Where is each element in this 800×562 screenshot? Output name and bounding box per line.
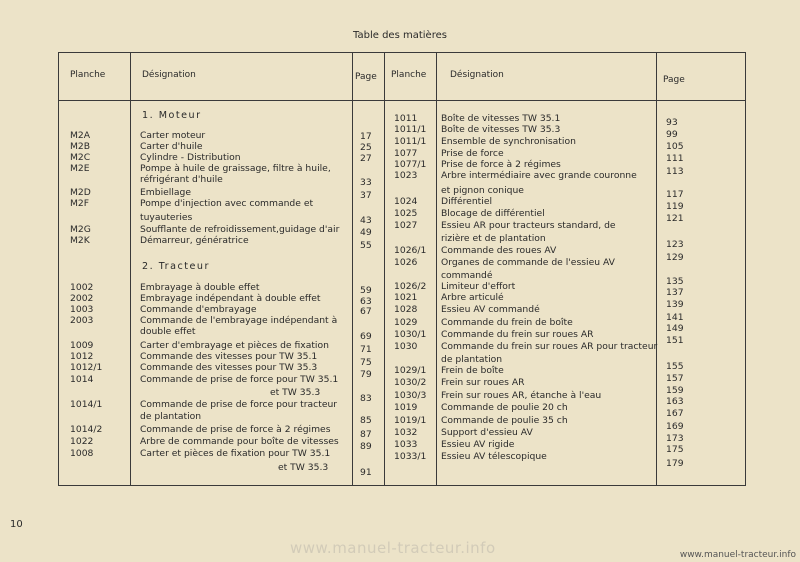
toc-designation: Commande du frein sur roues AR [441, 329, 594, 340]
toc-designation: commandé [441, 270, 493, 281]
toc-page: 159 [666, 385, 684, 396]
toc-page: 179 [666, 458, 684, 469]
toc-designation: Embrayage à double effet [140, 282, 260, 293]
toc-planche: 1032 [394, 427, 418, 438]
header-left-planche: Planche [70, 70, 106, 80]
toc-planche: 1025 [394, 208, 418, 219]
toc-page: 33 [360, 177, 372, 188]
toc-designation: Essieu AV télescopique [441, 451, 547, 462]
toc-planche: 1030 [394, 341, 418, 352]
toc-designation: Démarreur, génératrice [140, 235, 249, 246]
toc-planche: 1077 [394, 148, 418, 159]
toc-page: 105 [666, 141, 684, 152]
column-divider [352, 52, 353, 486]
toc-planche: M2K [70, 235, 90, 246]
toc-page: 63 [360, 296, 372, 307]
page-title: Table des matières [353, 30, 447, 41]
toc-designation: rizière et de plantation [441, 233, 546, 244]
toc-page: 175 [666, 444, 684, 455]
toc-page: 89 [360, 441, 372, 452]
toc-planche: 1012 [70, 351, 94, 362]
toc-designation: Commande des vitesses pour TW 35.3 [140, 362, 318, 373]
toc-planche: 1003 [70, 304, 94, 315]
toc-planche: 1002 [70, 282, 94, 293]
toc-designation: Carter d'huile [140, 141, 203, 152]
toc-planche: 2003 [70, 315, 94, 326]
toc-page: 67 [360, 306, 372, 317]
toc-designation: Prise de force [441, 148, 504, 159]
toc-planche: 1014 [70, 374, 94, 385]
toc-designation: Arbre articulé [441, 292, 504, 303]
toc-planche: 1027 [394, 220, 418, 231]
toc-designation: Frein de boîte [441, 365, 504, 376]
toc-designation: de plantation [140, 411, 202, 422]
toc-planche: 1077/1 [394, 159, 427, 170]
header-left-designation: Désignation [142, 70, 196, 80]
toc-designation: réfrigérant d'huile [140, 174, 223, 185]
toc-planche: 1026/2 [394, 281, 427, 292]
toc-page: 141 [666, 312, 684, 323]
toc-designation: Essieu AV commandé [441, 304, 540, 315]
toc-page: 139 [666, 299, 684, 310]
watermark-small: www.manuel-tracteur.info [679, 550, 796, 560]
toc-page: 155 [666, 361, 684, 372]
toc-page: 59 [360, 285, 372, 296]
toc-planche: 1029/1 [394, 365, 427, 376]
toc-page: 173 [666, 433, 684, 444]
column-divider [130, 52, 131, 486]
toc-page: 121 [666, 213, 684, 224]
toc-designation: Commande du frein de boîte [441, 317, 573, 328]
toc-planche: 1021 [394, 292, 418, 303]
toc-designation: Organes de commande de l'essieu AV [441, 257, 615, 268]
toc-page: 79 [360, 369, 372, 380]
toc-designation: et pignon conique [441, 185, 524, 196]
toc-planche: M2B [70, 141, 91, 152]
header-right-designation: Désignation [450, 70, 504, 80]
toc-designation: Essieu AV rigide [441, 439, 515, 450]
toc-designation: Commande de poulie 35 ch [441, 415, 568, 426]
toc-page: 151 [666, 335, 684, 346]
toc-designation: et TW 35.3 [278, 462, 329, 473]
toc-page: 123 [666, 239, 684, 250]
toc-designation: Cylindre - Distribution [140, 152, 241, 163]
toc-planche: 1026 [394, 257, 418, 268]
toc-page: 119 [666, 201, 684, 212]
toc-page: 129 [666, 252, 684, 263]
toc-designation: et TW 35.3 [270, 387, 321, 398]
toc-page: 113 [666, 166, 684, 177]
toc-planche: M2C [70, 152, 91, 163]
toc-page: 117 [666, 189, 684, 200]
toc-planche: 1029 [394, 317, 418, 328]
toc-planche: M2E [70, 163, 90, 174]
toc-page: 135 [666, 276, 684, 287]
toc-designation: de plantation [441, 354, 503, 365]
toc-page: 167 [666, 408, 684, 419]
toc-planche: 1030/1 [394, 329, 427, 340]
toc-planche: 1028 [394, 304, 418, 315]
toc-planche: 1019/1 [394, 415, 427, 426]
toc-designation: Prise de force à 2 régimes [441, 159, 561, 170]
column-divider [436, 52, 437, 486]
toc-page: 111 [666, 153, 684, 164]
toc-designation: Soufflante de refroidissement,guidage d'air [140, 224, 340, 235]
toc-designation: Boîte de vitesses TW 35.1 [441, 113, 561, 124]
toc-planche: M2F [70, 198, 90, 209]
page-number: 10 [10, 519, 23, 530]
toc-designation: Blocage de différentiel [441, 208, 545, 219]
toc-page: 137 [666, 287, 684, 298]
column-divider [384, 52, 385, 486]
toc-page: 37 [360, 190, 372, 201]
toc-designation: Embiellage [140, 187, 192, 198]
toc-planche: M2G [70, 224, 91, 235]
toc-designation: Frein sur roues AR, étanche à l'eau [441, 390, 602, 401]
toc-designation: Pompe d'injection avec commande et [140, 198, 314, 209]
toc-designation: Commande des roues AV [441, 245, 557, 256]
toc-page: 69 [360, 331, 372, 342]
section-heading: 1. Moteur [142, 110, 202, 121]
toc-designation: Commande des vitesses pour TW 35.1 [140, 351, 318, 362]
toc-designation: Limiteur d'effort [441, 281, 516, 292]
toc-designation: Carter moteur [140, 130, 206, 141]
toc-planche: 1011/1 [394, 124, 427, 135]
toc-designation: Carter et pièces de fixation pour TW 35.1 [140, 448, 331, 459]
toc-planche: 1026/1 [394, 245, 427, 256]
toc-planche: 1012/1 [70, 362, 103, 373]
toc-page: 27 [360, 153, 372, 164]
toc-designation: double effet [140, 326, 196, 337]
toc-designation: Arbre de commande pour boîte de vitesses [140, 436, 339, 447]
toc-page: 25 [360, 142, 372, 153]
toc-planche: 1009 [70, 340, 94, 351]
toc-page: 99 [666, 129, 678, 140]
toc-planche: 1019 [394, 402, 418, 413]
toc-designation: Commande de prise de force pour tracteur [140, 399, 338, 410]
toc-designation: Support d'essieu AV [441, 427, 533, 438]
toc-page: 149 [666, 323, 684, 334]
toc-designation: Essieu AR pour tracteurs standard, de [441, 220, 616, 231]
toc-designation: Frein sur roues AR [441, 377, 525, 388]
toc-designation: Carter d'embrayage et pièces de fixation [140, 340, 329, 351]
toc-page: 85 [360, 415, 372, 426]
toc-planche: 1014/1 [70, 399, 103, 410]
toc-designation: Commande de prise de force à 2 régimes [140, 424, 331, 435]
toc-page: 163 [666, 396, 684, 407]
toc-page: 87 [360, 429, 372, 440]
toc-planche: 1014/2 [70, 424, 103, 435]
watermark: www.manuel-tracteur.info [290, 539, 496, 557]
toc-planche: 1033 [394, 439, 418, 450]
toc-designation: Arbre intermédiaire avec grande couronne [441, 170, 637, 181]
toc-designation: Pompe à huile de graissage, filtre à huile, [140, 163, 331, 174]
section-heading: 2. Tracteur [142, 261, 210, 272]
toc-planche: 1030/3 [394, 390, 427, 401]
toc-planche: 1033/1 [394, 451, 427, 462]
toc-page: 93 [666, 117, 678, 128]
toc-planche: 1011 [394, 113, 418, 124]
toc-designation: Commande de poulie 20 ch [441, 402, 568, 413]
toc-planche: 1023 [394, 170, 418, 181]
toc-designation: Boîte de vitesses TW 35.3 [441, 124, 561, 135]
toc-designation: tuyauteries [140, 212, 193, 223]
toc-page: 71 [360, 344, 372, 355]
toc-page: 169 [666, 421, 684, 432]
toc-page: 43 [360, 215, 372, 226]
toc-page: 83 [360, 393, 372, 404]
toc-planche: 1011/1 [394, 136, 427, 147]
toc-planche: M2D [70, 187, 91, 198]
header-divider [58, 100, 746, 101]
toc-planche: 1008 [70, 448, 94, 459]
toc-designation: Ensemble de synchronisation [441, 136, 576, 147]
column-divider [656, 52, 657, 486]
toc-planche: 2002 [70, 293, 94, 304]
toc-designation: Commande de l'embrayage indépendant à [140, 315, 338, 326]
header-left-page: Page [355, 72, 377, 82]
toc-page: 55 [360, 240, 372, 251]
toc-page: 91 [360, 467, 372, 478]
toc-planche: 1030/2 [394, 377, 427, 388]
toc-page: 75 [360, 357, 372, 368]
toc-designation: Commande d'embrayage [140, 304, 257, 315]
toc-designation: Différentiel [441, 196, 493, 207]
toc-designation: Embrayage indépendant à double effet [140, 293, 321, 304]
toc-page: 157 [666, 373, 684, 384]
toc-planche: 1022 [70, 436, 94, 447]
header-right-page: Page [663, 75, 685, 85]
toc-page: 17 [360, 131, 372, 142]
toc-designation: Commande du frein sur roues AR pour tracteur [441, 341, 658, 352]
toc-page: 49 [360, 227, 372, 238]
toc-planche: M2A [70, 130, 91, 141]
header-right-planche: Planche [391, 70, 427, 80]
toc-planche: 1024 [394, 196, 418, 207]
toc-designation: Commande de prise de force pour TW 35.1 [140, 374, 339, 385]
